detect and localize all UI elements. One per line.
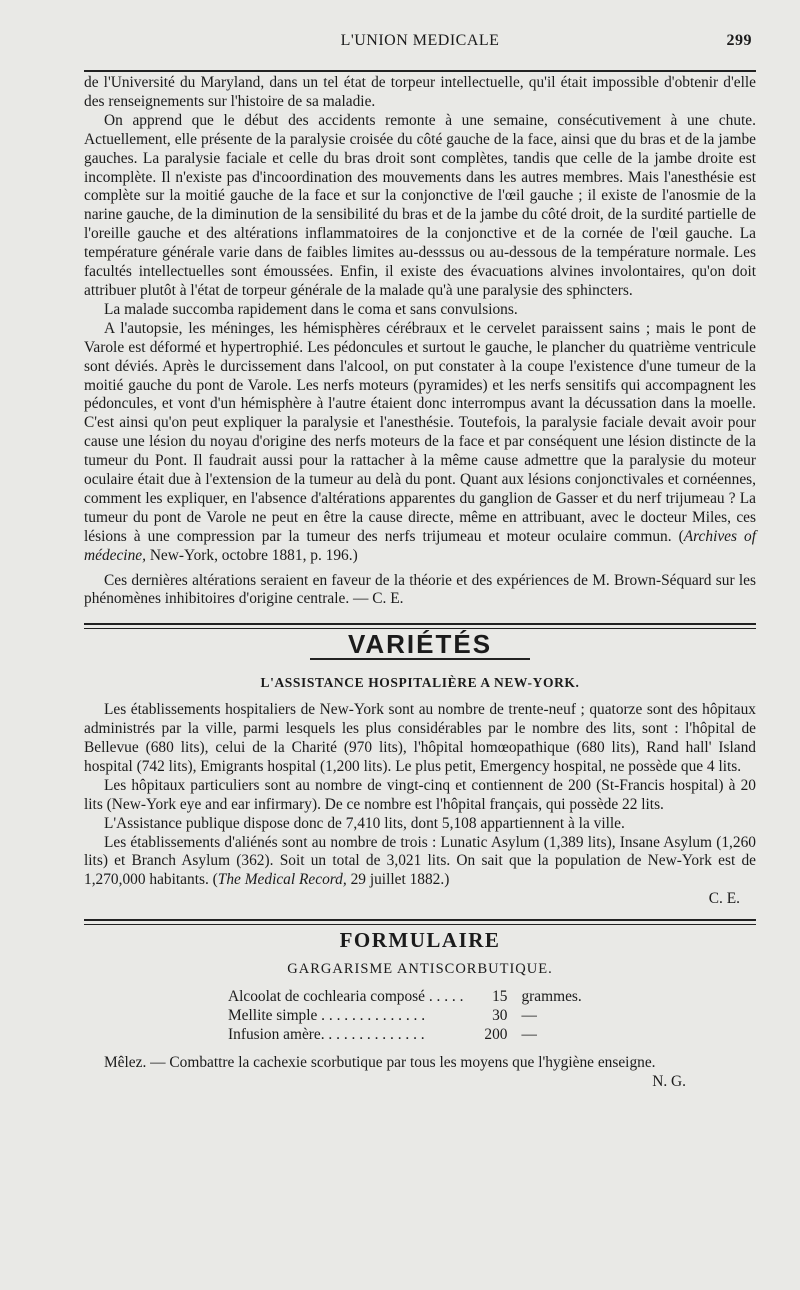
journal-title: L'UNION MEDICALE xyxy=(340,32,500,49)
ingredient-row xyxy=(224,987,586,1006)
varietes-citation-source: The Medical Record, xyxy=(217,871,347,889)
ingredient-quantity: 15 xyxy=(492,987,508,1005)
header-rule xyxy=(84,70,756,72)
article-paragraph: A l'autopsie, les méninges, les hémisphères cérébraux et le cervelet paraissent sains ; mais le pont de Varole est déformé et hypertrophié. Les pédoncules et surtout le gauche, le plancher du quatrième ventricule sont déviés. Après le durcissement dans l'alcool, on put constater à la coupe l'existence d'une tumeur de la moitié gauche du pont de Varole. Les nerfs moteurs (pyramides) et les nerfs sensitifs qui accompagnent les pédoncules, et vont d'un hémisphère à l'autre étaient donc interrompus avant la décussation dans la moelle. C'est ainsi qu'on peut expliquer la paralysie et l'anesthésie. Toutefois, la paralysie faciale devait avoir pour cause une lésion du noyau d'origine des nerfs moteurs de la face et par conséquent une lésion distincte de la tumeur du Pont. Il faudrait aussi pour la rattacher à la même cause admettre que la paralysie du moteur oculaire était due à l'extension de la tumeur au delà du pont. Quant aux lésions conjonctivales et cornéennes, comment les expliquer, en l'absence d'altérations apparentes du ganglion de Gasser et du nerf trijumeau ? La tumeur du pont de Varole ne peut en être la cause directe, même en attribuant, avec le docteur Miles, ces lésions à une compression par la tumeur des nerfs trijumeau et moteur oculaire commun. (Archives of médecine, New-York, octobre 1881, p. 196.) xyxy=(84,319,756,564)
article-paragraph: La malade succomba rapidement dans le coma et sans convulsions. xyxy=(104,300,518,318)
ingredient-name: Infusion amère. . . . . . . . . . . . . . xyxy=(228,1025,425,1043)
article-closing-paragraph: Ces dernières altérations seraient en faveur de la théorie et des expériences de M. Brown-Séquard sur les phénomènes inhibitoires d'origine centrale. — C. E. xyxy=(84,571,756,608)
running-header xyxy=(84,32,756,58)
recipe-title: GARGARISME ANTISCORBUTIQUE. xyxy=(287,961,553,978)
varietes-paragraph: L'Assistance publique dispose donc de 7,410 lits, dont 5,108 appartiennent à la ville. xyxy=(104,814,625,832)
page-number: 299 xyxy=(726,32,752,49)
varietes-paragraph: Les établissements hospitaliers de New-York sont au nombre de trente-neuf ; quatorze sont des hôpitaux administrés par la ville, parmi lesquels les plus considérables par le nombre des lits, sont : l'hôpital de Bellevue (680 lits), celui de la Charité (970 lits), l'hôpital homœopathique (680 lits), Rand hall' Island hospital (742 lits), Emigrants hospital (1,200 lits). Le plus petit, Emergency hospital, ne possède que 4 lits. xyxy=(84,701,756,775)
varietes-paragraph xyxy=(84,834,756,891)
article-paragraph: On apprend que le début des accidents remonte à une semaine, consécutivement à une chute. Actuellement, elle présente de la paralysie croisée du côté gauche de la face, ainsi que du bras et de la jambe gauches. La paralysie faciale et celle du bras droit sont complètes, tandis que celle de la jambe droite est incomplète. Il n'existe pas d'incoordination des mouvements dans les autres membres. Mais l'anesthésie est complète sur la moitié gauche de la face et sur la conjonctive de l'œil gauche ; il existe de l'anosmie de la narine gauche, de la diminution de la sensibilité du bras et de la jambe du côté droit, de la surdité partielle de l'oreille gauche et des altérations inflammatoires de la conjonctive et de la cornée de l'œil gauche. La température générale varie dans de faibles limites au-desssus ou au-dessous de la température normale. Les facultés intellectuelles sont émoussées. Enfin, il existe des évacuations alvines involontaires, qu'on doit attribuer plutôt à l'état de torpeur générale de la malade qu'à une paralysie des sphincters. xyxy=(84,111,756,299)
formulaire-signature: N. G. xyxy=(652,1072,686,1090)
formulaire-title: FORMULAIRE xyxy=(339,928,501,953)
varietes-paragraph-text: Les établissements d'aliénés sont au nombre de trois : Lunatic Asylum (1,389 lits), Insane Asylum (1,260 lits) et Branch Asylum (362). Soit un total de 3,021 lits. On sait que la population de New-York est de 1,270,000 habitants. ( xyxy=(84,833,756,889)
ingredient-unit: — xyxy=(521,1006,537,1024)
varietes-signature: C. E. xyxy=(708,890,740,908)
ingredient-name: Mellite simple . . . . . . . . . . . . . . xyxy=(228,1006,426,1024)
recipe-instruction: Mêlez. — Combattre la cachexie scorbutique par tous les moyens que l'hygiène enseigne. xyxy=(104,1053,656,1071)
article-paragraph-text: A l'autopsie, les méninges, les hémisphères cérébraux et le cervelet paraissent sains ; mais le pont de Varole est déformé et hypertrophié. Les pédoncules et surtout le gauche, le plancher du quatrième ventricule sont déviés. Après le durcissement dans l'alcool, on put constater à la coupe l'existence d'une tumeur de la moitié gauche du pont de Varole. Les nerfs moteurs (pyramides) et les nerfs sensitifs qui accompagnent les pédoncules, et vont d'un hémisphère à l'autre étaient donc interrompus avant la décussation dans la moelle. C'est ainsi qu'on peut expliquer la paralysie et l'anesthésie. Toutefois, la paralysie faciale devait avoir pour cause une lésion du noyau d'origine des nerfs moteurs de la face et par conséquent une lésion distincte de la tumeur du Pont. Il faudrait aussi pour la rattacher à la même cause admettre que la paralysie du moteur oculaire était due à l'extension de la tumeur au delà du pont. Quant aux lésions conjonctivales et cornéennes, comment les expliquer, en l'absence d'altérations apparentes du ganglion de Gasser et du nerf trijumeau ? La tumeur du pont de Varole ne peut en être la cause directe, même en attribuant, avec le docteur Miles, ces lésions à une compression par la tumeur des nerfs trijumeau et moteur oculaire commun. xyxy=(84,319,756,545)
ingredient-row xyxy=(224,1006,586,1025)
varietes-title: VARIÉTÉS xyxy=(347,629,493,660)
ingredient-quantity: 200 xyxy=(484,1025,508,1043)
citation-source: Archives of médecine, xyxy=(84,527,756,564)
varietes-citation-date: 29 juillet 1882.) xyxy=(346,871,450,889)
recipe-ingredients xyxy=(224,987,586,1044)
varietes-paragraph: Les hôpitaux particuliers sont au nombre de vingt-cinq et contiennent de 200 (St-Francis hospital) à 20 lits (New-York eye and ear infirmary). De ce nombre est l'hôpital français, qui possède 22 lits. xyxy=(84,776,756,813)
citation-details: New-York, octobre 1881, p. 196.) xyxy=(145,546,358,564)
varietes-subhead: L'ASSISTANCE HOSPITALIÈRE A NEW-YORK. xyxy=(260,675,580,691)
ingredient-unit: — xyxy=(521,1025,537,1043)
page-body xyxy=(84,74,756,1092)
article-paragraph: de l'Université du Maryland, dans un tel état de torpeur intellectuelle, qu'il était impossible d'obtenir d'elle des renseignements sur l'histoire de sa maladie. xyxy=(84,74,756,110)
ingredient-row xyxy=(224,1025,586,1044)
ingredient-unit: grammes. xyxy=(521,987,582,1005)
ingredient-name: Alcoolat de cochlearia composé . . . . . xyxy=(228,987,464,1005)
ingredient-quantity: 30 xyxy=(492,1006,508,1024)
